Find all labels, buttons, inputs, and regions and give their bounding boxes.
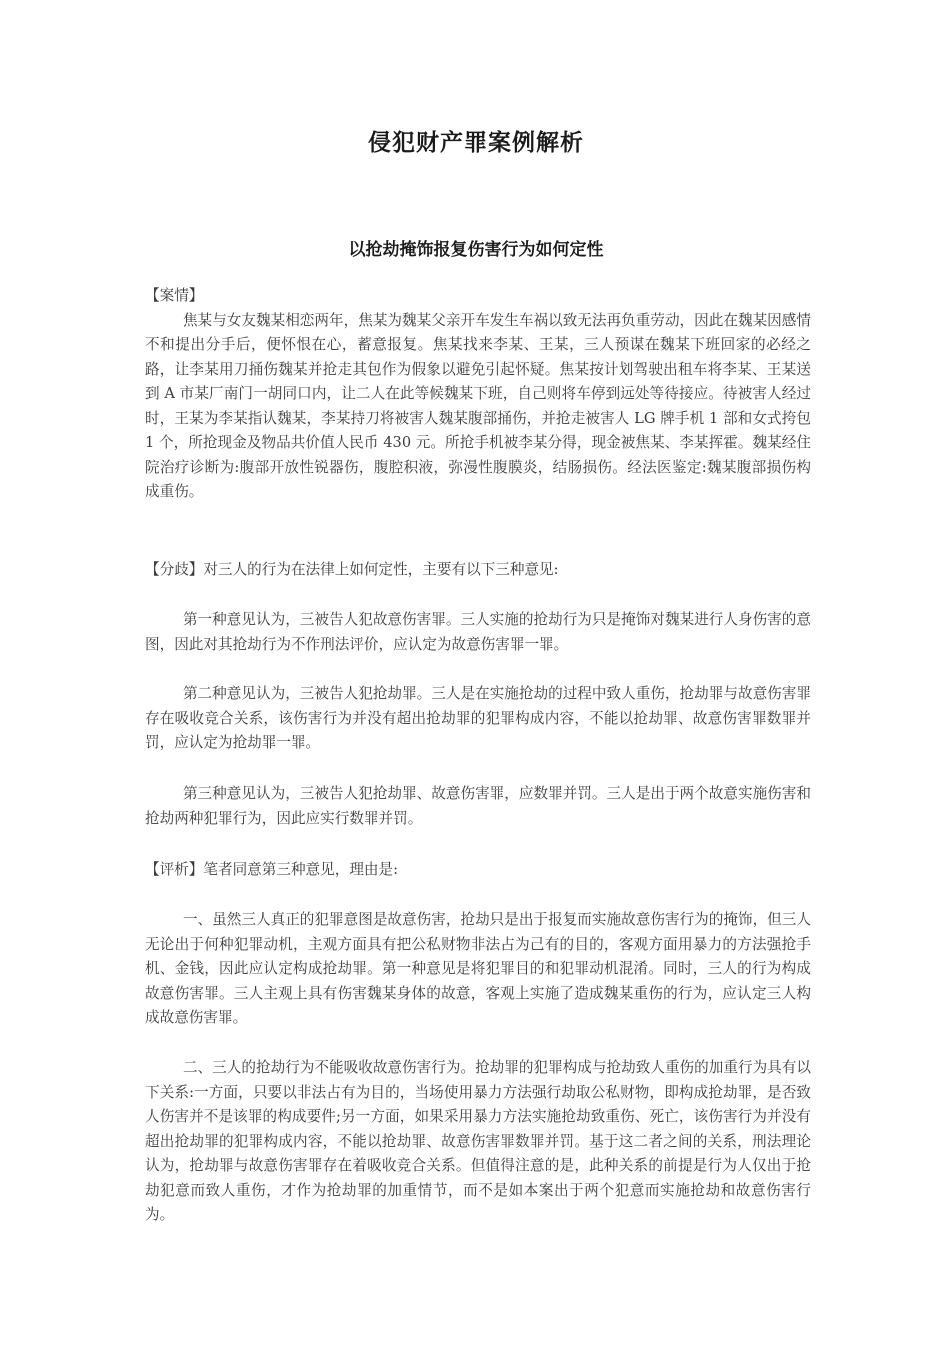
- case-section: [145, 284, 811, 505]
- analysis-label: 【评析】: [145, 861, 204, 878]
- analysis-intro: 笔者同意第三种意见，理由是:: [203, 861, 399, 878]
- case-label: 【案情】: [145, 287, 204, 304]
- analysis-section: [145, 858, 811, 883]
- analysis-point-1: 一、虽然三人真正的犯罪意图是故意伤害，抢劫只是出于报复而实施故意伤害行为的掩饰，但三人无论出于何种犯罪动机，主观方面具有把公私财物非法占为己有的目的，客观方面用暴力的方法强抢手机、金钱，因此应认定构成抢劫罪。第一种意见是将犯罪目的和犯罪动机混淆。同时，三人的行为构成故意伤害罪。三人主观上具有伤害魏某身体的故意，客观上实施了造成魏某重伤的行为，应认定三人构成故意伤害罪。: [145, 911, 811, 1026]
- analysis-point-2: 二、三人的抢劫行为不能吸收故意伤害行为。抢劫罪的犯罪构成与抢劫致人重伤的加重行为具有以下关系:一方面，只要以非法占有为目的，当场使用暴力方法强行劫取公私财物，即构成抢劫罪，是否致人伤害并不是该罪的构成要件;另一方面，如果采用暴力方法实施抢劫致重伤、死亡，该伤害行为并没有超出抢劫罪的犯罪构成内容，不能以抢劫罪、故意伤害罪数罪并罚。基于这二者之间的关系，刑法理论认为，抢劫罪与故意伤害罪存在着吸收竞合关系。但值得注意的是，此种关系的前提是行为人仅出于抢劫犯意而致人重伤，才作为抢劫罪的加重情节，而不是如本案出于两个犯意而实施抢劫和故意伤害行为。: [145, 1059, 811, 1223]
- dispute-label: 【分歧】: [145, 561, 204, 578]
- opinion-paragraph-1: 第一种意见认为，三被告人犯故意伤害罪。三人实施的抢劫行为只是掩饰对魏某进行人身伤害的意图，因此对其抢劫行为不作刑法评价，应认定为故意伤害罪一罪。: [145, 611, 811, 653]
- document-title: 侵犯财产罪案例解析: [368, 129, 584, 156]
- dispute-section: [145, 558, 811, 583]
- dispute-intro: 对三人的行为在法律上如何定性，主要有以下三种意见:: [203, 561, 559, 578]
- document-subtitle: 以抢劫掩饰报复伤害行为如何定性: [348, 240, 604, 260]
- opinion-paragraph-3: 第三种意见认为，三被告人犯抢劫罪、故意伤害罪，应数罪并罚。三人是出于两个故意实施伤害和抢劫两种犯罪行为，因此应实行数罪并罚。: [145, 785, 811, 827]
- case-paragraph: 焦某与女友魏某相恋两年，焦某为魏某父亲开车发生车祸以致无法再负重劳动，因此在魏某因感情不和提出分手后，便怀恨在心，蓄意报复。焦某找来李某、王某，三人预谋在魏某下班回家的必经之路，让李某用刀捅伤魏某并抢走其包作为假象以避免引起怀疑。焦某按计划驾驶出租车将李某、王某送到 A 市某厂南门一胡同口内，让二人在此等候魏某下班，自己则将车停到远处等待接应。待被害人经过时，王某为李某指认魏某，李某持刀将被害人魏某腹部捅伤，并抢走被害人 LG 牌手机 1 部和女式挎包 1 个，所抢现金及物品共价值人民币 430 元。所抢手机被李某分得，现金被焦某、李某挥霍。魏某经住院治疗诊断为:腹部开放性锐器伤，腹腔积液，弥漫性腹膜炎，结肠损伤。经法医鉴定:魏某腹部损伤构成重伤。: [145, 311, 811, 500]
- opinion-paragraph-2: 第二种意见认为，三被告人犯抢劫罪。三人是在实施抢劫的过程中致人重伤，抢劫罪与故意伤害罪存在吸收竞合关系，该伤害行为并没有超出抢劫罪的犯罪构成内容，不能以抢劫罪、故意伤害罪数罪并罚，应认定为抢劫罪一罪。: [145, 685, 811, 751]
